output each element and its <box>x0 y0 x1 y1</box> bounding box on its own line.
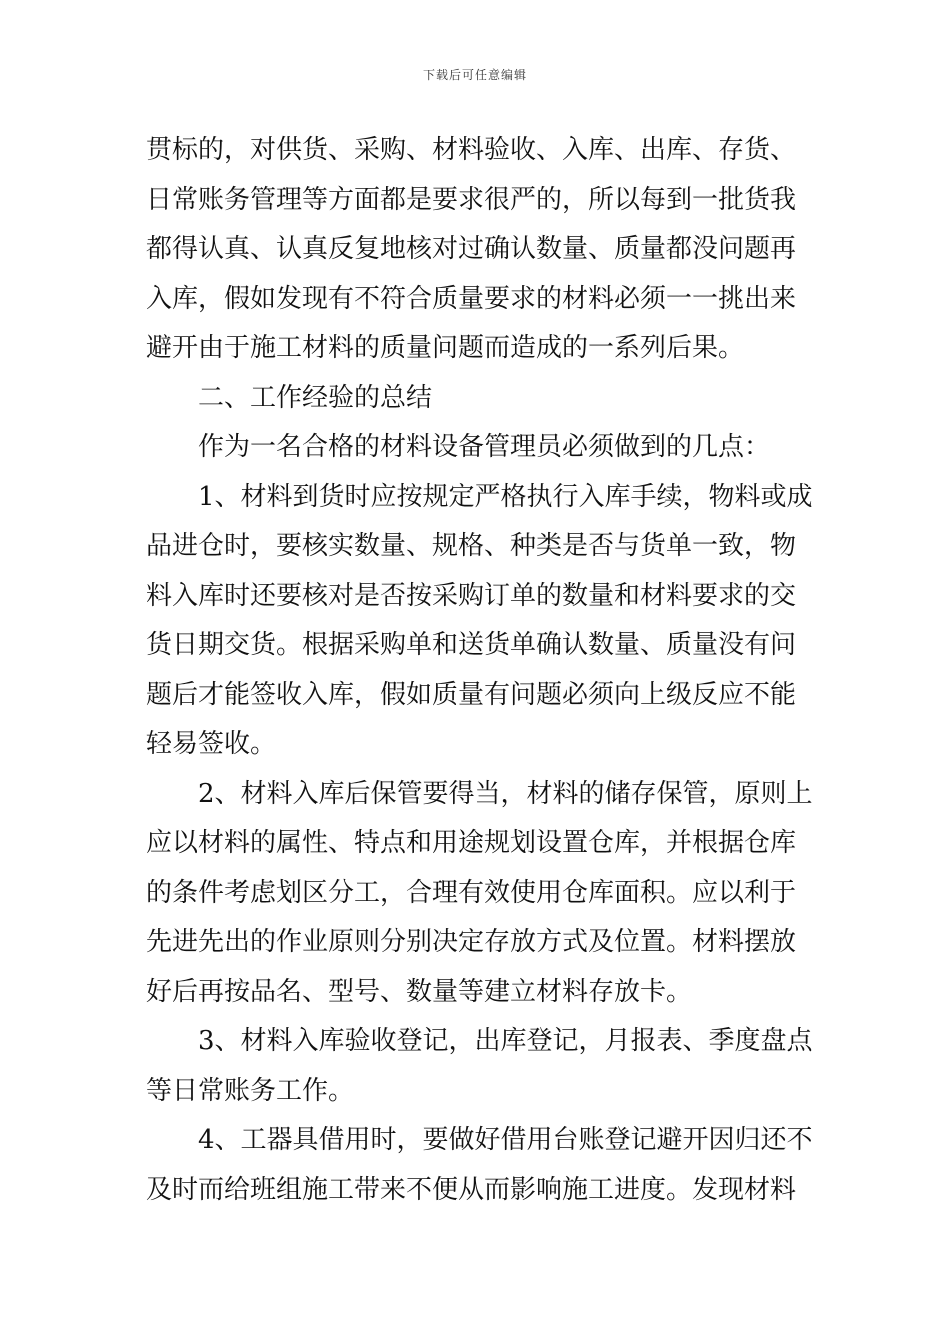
list-item-2: 2、材料入库后保管要得当，材料的储存保管，原则上 <box>198 778 813 809</box>
list-item-3: 3、材料入库验收登记，出库登记，月报表、季度盘点 <box>198 1026 813 1056</box>
text-line: 避开由于施工材料的质量问题而造成的一系列后果。 <box>146 333 745 363</box>
text-line: 贯标的，对供货、采购、材料验收、入库、出库、存货、 <box>146 135 797 165</box>
list-item-1: 1、材料到货时应按规定严格执行入库手续，物料或成 <box>198 481 813 512</box>
text-line: 货日期交货。根据采购单和送货单确认数量、质量没有问 <box>146 630 797 660</box>
body-text <box>146 126 813 1215</box>
list-item-4: 4、工器具借用时，要做好借用台账登记避开因归还不 <box>198 1125 813 1155</box>
text-line: 料入库时还要核对是否按采购订单的数量和材料要求的交 <box>146 580 797 611</box>
text-line: 轻易签收。 <box>146 729 277 759</box>
text-line: 作为一名合格的材料设备管理员必须做到的几点： <box>198 432 771 462</box>
text-line: 好后再按品名、型号、数量等建立材料存放卡。 <box>146 976 693 1007</box>
text-line: 日常账务管理等方面都是要求很严的，所以每到一批货我 <box>146 184 797 215</box>
text-line: 都得认真、认真反复地核对过确认数量、质量都没问题再 <box>146 234 797 264</box>
text-line: 品进仓时，要核实数量、规格、种类是否与货单一致，物 <box>146 531 797 561</box>
text-line: 等日常账务工作。 <box>146 1075 355 1106</box>
section-heading: 二、工作经验的总结 <box>198 382 433 413</box>
text-line: 的条件考虑划区分工，合理有效使用仓库面积。应以利于 <box>146 877 797 908</box>
text-line: 题后才能签收入库，假如质量有问题必须向上级反应不能 <box>146 679 797 710</box>
text-line: 及时而给班组施工带来不便从而影响施工进度。发现材料 <box>146 1174 797 1205</box>
text-line: 先进先出的作业原则分别决定存放方式及位置。材料摆放 <box>146 927 797 957</box>
text-line: 应以材料的属性、特点和用途规划设置仓库，并根据仓库 <box>146 828 797 858</box>
text-line: 入库，假如发现有不符合质量要求的材料必须一一挑出来 <box>146 283 797 314</box>
page-header: 下载后可任意编辑 <box>422 68 527 82</box>
